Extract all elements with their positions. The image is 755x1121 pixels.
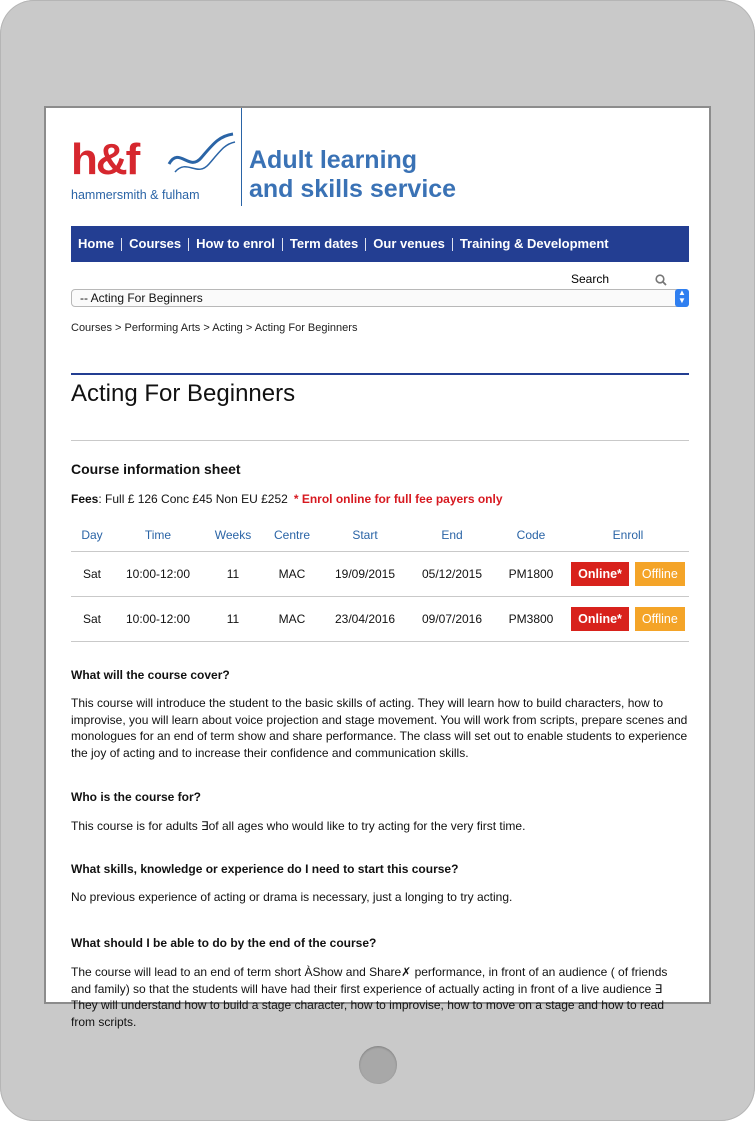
- nav-training-development[interactable]: Training & Development: [459, 236, 609, 251]
- cell-start: 19/09/2015: [321, 552, 409, 597]
- page-title: Acting For Beginners: [71, 380, 296, 407]
- fees-note: * Enrol online for full fee payers only: [293, 492, 503, 506]
- site-title-line2: and skills service: [249, 175, 457, 203]
- home-button[interactable]: [359, 1046, 397, 1084]
- tablet-screen: [44, 106, 711, 1029]
- col-start: Start: [321, 519, 409, 552]
- col-code: Code: [495, 519, 567, 552]
- section-text: The course will lead to an end of term short ÀShow and Share✗ performance, in front of an audience ( of friends and family) so that the students will have had their first experience of actually acting in front of a live audience ∃ They will understand how to build a stage character, how to improvise, how to move on a stage and how to read from scripts.: [71, 965, 668, 1029]
- col-enroll: Enroll: [567, 519, 689, 552]
- course-select-value: -- Acting For Beginners: [80, 291, 203, 305]
- enrol-offline-button[interactable]: Offline: [635, 562, 685, 586]
- section-text: No previous experience of acting or drama is necessary, just a longing to try acting.: [71, 890, 513, 904]
- cell-end: 05/12/2015: [409, 552, 495, 597]
- nav-how-to-enrol[interactable]: How to enrol: [196, 236, 275, 251]
- site-title: [249, 146, 456, 204]
- col-day: Day: [71, 519, 113, 552]
- cell-day: Sat: [71, 597, 113, 642]
- cell-centre: MAC: [263, 552, 321, 597]
- sheet-title: Course information sheet: [71, 461, 241, 477]
- course-select[interactable]: [71, 289, 689, 307]
- cell-start: 23/04/2016: [321, 597, 409, 642]
- cell-enroll: [567, 552, 689, 597]
- enrol-online-button[interactable]: Online*: [571, 562, 629, 586]
- fees-value: : Full £ 126 Conc £45 Non EU £252: [98, 492, 288, 506]
- search-bar: [71, 268, 689, 288]
- col-end: End: [409, 519, 495, 552]
- section-heading: What will the course cover?: [71, 668, 230, 682]
- section-text: This course is for adults ∃of all ages who would like to try acting for the very first time.: [71, 819, 526, 833]
- divider: [71, 440, 689, 441]
- nav-separator: [452, 238, 453, 251]
- section-heading: What should I be able to do by the end of the course?: [71, 936, 377, 950]
- col-centre: Centre: [263, 519, 321, 552]
- site-title-line1: Adult learning: [249, 146, 418, 174]
- nav-separator: [365, 238, 366, 251]
- select-arrows-icon: ▲ ▼: [675, 289, 689, 307]
- nav-term-dates[interactable]: Term dates: [289, 236, 359, 251]
- nav-home[interactable]: Home: [78, 236, 115, 251]
- title-rule: [71, 373, 689, 375]
- hf-logo[interactable]: h&f: [71, 135, 139, 184]
- cell-time: 10:00-12:00: [113, 597, 203, 642]
- logo-subtitle: hammersmith & fulham: [71, 188, 200, 202]
- cell-end: 09/07/2016: [409, 597, 495, 642]
- main-nav: [71, 226, 689, 262]
- search-input[interactable]: Search: [570, 272, 609, 286]
- fees-label: Fees: [71, 492, 99, 506]
- cell-time: 10:00-12:00: [113, 552, 203, 597]
- enrol-offline-button[interactable]: Offline: [635, 607, 685, 631]
- cell-weeks: 11: [203, 552, 263, 597]
- cell-code: PM1800: [495, 552, 567, 597]
- cell-code: PM3800: [495, 597, 567, 642]
- fees-line: [71, 492, 503, 506]
- breadcrumb[interactable]: Courses > Performing Arts > Acting > Acting For Beginners: [71, 322, 358, 334]
- search-icon[interactable]: [655, 274, 667, 286]
- nav-separator: [282, 238, 283, 251]
- col-weeks: Weeks: [203, 519, 263, 552]
- header-divider: [241, 108, 242, 206]
- table-header-row: [71, 519, 689, 552]
- web-page: [59, 108, 689, 1029]
- site-header: [71, 108, 689, 223]
- cell-centre: MAC: [263, 597, 321, 642]
- nav-our-venues[interactable]: Our venues: [373, 236, 445, 251]
- cell-enroll: [567, 597, 689, 642]
- section-text: This course will introduce the student to the basic skills of acting. They will learn how to build characters, how to improvise, you will learn about voice projection and stage movement. You will work from scripts, prepare scenes and monologues for an end of term show and share performance. The class will set out to enable students to experience the joy of acting and to increase their confidence and communication skills.: [71, 696, 688, 760]
- table-row: [71, 597, 689, 642]
- nav-courses[interactable]: Courses: [129, 236, 182, 251]
- nav-separator: [121, 238, 122, 251]
- section-heading: Who is the course for?: [71, 790, 202, 804]
- cell-day: Sat: [71, 552, 113, 597]
- nav-separator: [188, 238, 189, 251]
- logo-swoosh-icon: [167, 128, 237, 178]
- section-heading: What skills, knowledge or experience do I need to start this course?: [71, 862, 459, 876]
- course-table: [71, 519, 689, 642]
- col-time: Time: [113, 519, 203, 552]
- table-row: [71, 552, 689, 597]
- cell-weeks: 11: [203, 597, 263, 642]
- enrol-online-button[interactable]: Online*: [571, 607, 629, 631]
